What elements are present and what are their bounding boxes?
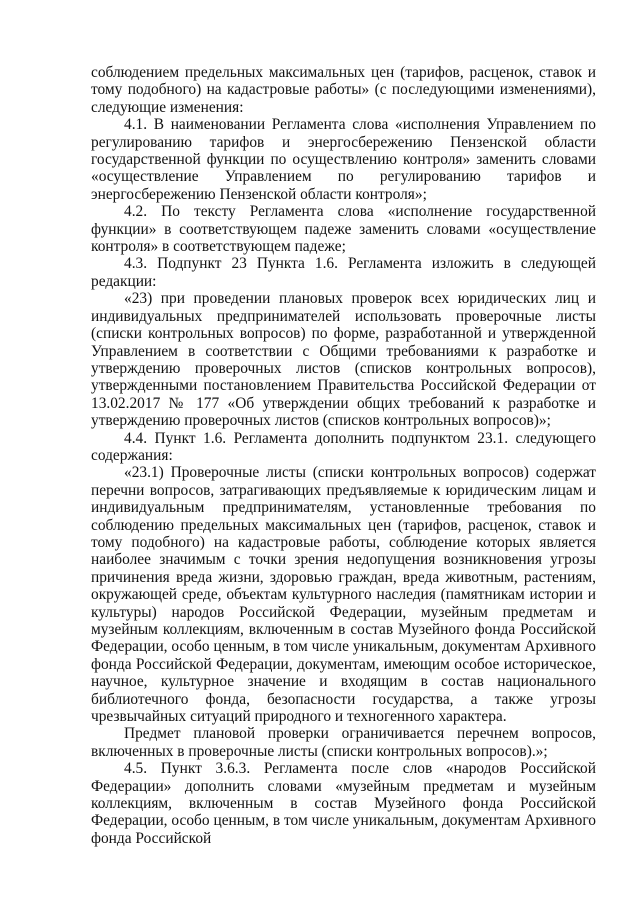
paragraph-4-4: 4.4. Пункт 1.6. Регламента дополнить подпунктом 23.1. следующего содержания: xyxy=(91,429,596,464)
paragraph-subitem-23-1: «23.1) Проверочные листы (списки контрольных вопросов) содержат перечни вопросов, затрагивающих предъявляемые к юридическим лицам и индивидуальным предпринимателям, установленные требования по соблюдению предельных максимальных цен (тарифов, расценок, ставок и тому подобного) на кадастровые работы, соблюдение которых является наиболее значимым с точки зрения недопущения возникновения угрозы причинения вреда жизни, здоровью граждан, вреда животным, растениям, окружающей среде, объектам культурного наследия (памятникам истории и культуры) народов Российской Федерации, музейным предметам и музейным коллекциям, включенным в состав Музейного фонда Российской Федерации, особо ценным, в том числе уникальным, документам Архивного фонда Российской Федерации, документам, имеющим особое историческое, научное, культурное значение и входящим в состав национального библиотечного фонда, безопасности государства, а также угрозы чрезвычайных ситуаций природного и техногенного характера. xyxy=(91,464,596,726)
paragraph-4-1: 4.1. В наименовании Регламента слова «исполнения Управлением по регулированию тарифов и энергосбережению Пензенской области государственной функции по осуществлению контроля» заменить словами «осуществление Управлением по регулированию тарифов и энергосбережению Пензенской области контроля»; xyxy=(91,116,596,203)
paragraph-inspection-subject: Предмет плановой проверки ограничивается перечнем вопросов, включенных в проверочные листы (списки контрольных вопросов).»; xyxy=(91,725,596,760)
document-body xyxy=(91,64,596,847)
paragraph-4-2: 4.2. По тексту Регламента слова «исполнение государственной функции» в соответствующем падеже заменить словами «осуществление контроля» в соответствующем падеже; xyxy=(91,203,596,256)
paragraph-subitem-23: «23) при проведении плановых проверок всех юридических лиц и индивидуальных предпринимателей использовать проверочные листы (списки контрольных вопросов) по форме, разработанной и утвержденной Управлением в соответствии с Общими требованиями к разработке и утверждению проверочных листов (списков контрольных вопросов), утвержденными постановлением Правительства Российской Федерации от 13.02.2017 № 177 «Об утверждении общих требований к разработке и утверждению проверочных листов (списков контрольных вопросов)»; xyxy=(91,290,596,430)
paragraph-intro-continuation: соблюдением предельных максимальных цен (тарифов, расценок, ставок и тому подобного) на кадастровые работы» (с последующими изменениями), следующие изменения: xyxy=(91,64,596,116)
paragraph-4-3: 4.3. Подпункт 23 Пункта 1.6. Регламента изложить в следующей редакции: xyxy=(91,255,596,290)
paragraph-4-5: 4.5. Пункт 3.6.3. Регламента после слов «народов Российской Федерации» дополнить словами «музейным предметам и музейным коллекциям, включенным в состав Музейного фонда Российской Федерации, особо ценным, в том числе уникальным, документам Архивного фонда Российской xyxy=(91,760,596,847)
